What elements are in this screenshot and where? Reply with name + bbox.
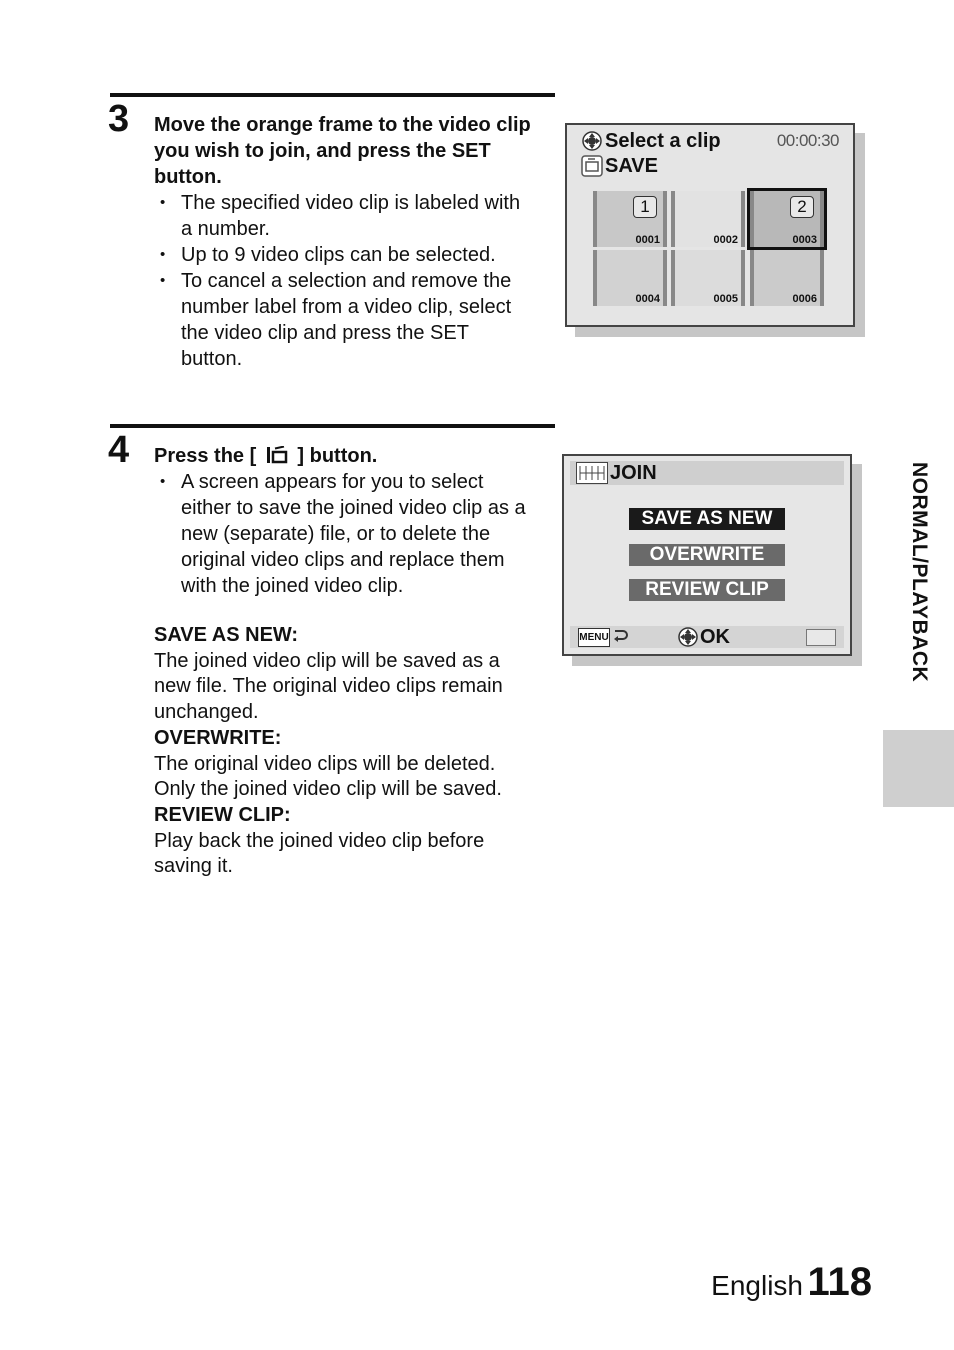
option-term: REVIEW CLIP: <box>154 803 291 826</box>
dpad-icon <box>582 131 602 156</box>
join-screen <box>562 454 852 656</box>
selection-badge: 2 <box>790 196 814 218</box>
clip-thumbnail[interactable] <box>593 191 667 247</box>
movie-icon <box>581 155 603 182</box>
section-rule <box>110 93 555 97</box>
step-bullets <box>154 469 529 599</box>
clip-thumbnail[interactable] <box>671 250 745 306</box>
selection-badge: 1 <box>633 196 657 218</box>
clip-number: 0002 <box>713 234 738 246</box>
dpad-icon <box>678 627 698 652</box>
clip-number: 0001 <box>635 234 660 246</box>
battery-icon <box>806 629 836 646</box>
clip-number: 0004 <box>635 293 660 305</box>
bottom-bar <box>570 626 844 648</box>
list-item: • A screen appears for you to select either to save the joined video clip as a new (separate) file, or to delete the original video clips and replace them with the joined video clip. <box>154 469 529 599</box>
step-heading <box>154 443 549 471</box>
section-rule <box>110 424 555 428</box>
page-footer <box>711 1260 872 1305</box>
step-number: 4 <box>108 429 130 471</box>
step-heading: Move the orange frame to the video clip you wish to join, and press the SET button. <box>154 114 531 188</box>
clip-thumbnail-selected[interactable] <box>750 191 824 247</box>
heading-text: ] button. <box>297 445 378 467</box>
step-bullets <box>154 190 529 372</box>
page-number: 118 <box>807 1260 872 1304</box>
clip-time: 00:00:30 <box>776 131 839 150</box>
clip-thumbnail[interactable] <box>750 250 824 306</box>
list-item: • The specified video clip is labeled with a number. <box>154 190 529 242</box>
screen-title: Select a clip <box>605 130 721 152</box>
return-icon <box>612 628 628 649</box>
clip-thumbnail[interactable] <box>593 250 667 306</box>
language-label: English <box>711 1270 804 1301</box>
join-icon <box>576 462 608 489</box>
clip-number: 0003 <box>792 234 817 246</box>
clip-select-screen <box>565 123 855 327</box>
section-label: NORMAL/PLAYBACK <box>908 462 931 683</box>
menu-button-icon: MENU <box>578 628 610 647</box>
clip-number: 0006 <box>792 293 817 305</box>
section-tab <box>883 730 954 807</box>
list-item: • Up to 9 video clips can be selected. <box>154 242 529 268</box>
clip-number: 0005 <box>713 293 738 305</box>
option-term: SAVE AS NEW: <box>154 624 299 646</box>
option-desc: Play back the joined video clip before saving it. <box>154 829 485 878</box>
join-title: JOIN <box>610 462 657 484</box>
save-label: SAVE <box>605 155 658 177</box>
option-descriptions <box>154 623 529 880</box>
review-clip-button[interactable]: REVIEW CLIP <box>629 579 785 601</box>
option-desc: The joined video clip will be saved as a new file. The original video clips remain unchanged. <box>154 649 503 724</box>
option-term: OVERWRITE: <box>154 726 282 749</box>
list-item: • To cancel a selection and remove the number label from a video clip, select the video clip and press the SET button. <box>154 268 529 372</box>
heading-text: Press the [ <box>154 445 257 467</box>
save-as-new-button[interactable]: SAVE AS NEW <box>629 508 785 530</box>
movie-icon <box>266 445 288 471</box>
option-desc: The original video clips will be deleted. Only the joined video clip will be saved. <box>154 752 502 801</box>
step-number: 3 <box>108 98 130 140</box>
clip-thumbnail[interactable] <box>671 191 745 247</box>
overwrite-button[interactable]: OVERWRITE <box>629 544 785 566</box>
join-title-bar <box>570 461 844 485</box>
ok-label: OK <box>700 626 730 648</box>
